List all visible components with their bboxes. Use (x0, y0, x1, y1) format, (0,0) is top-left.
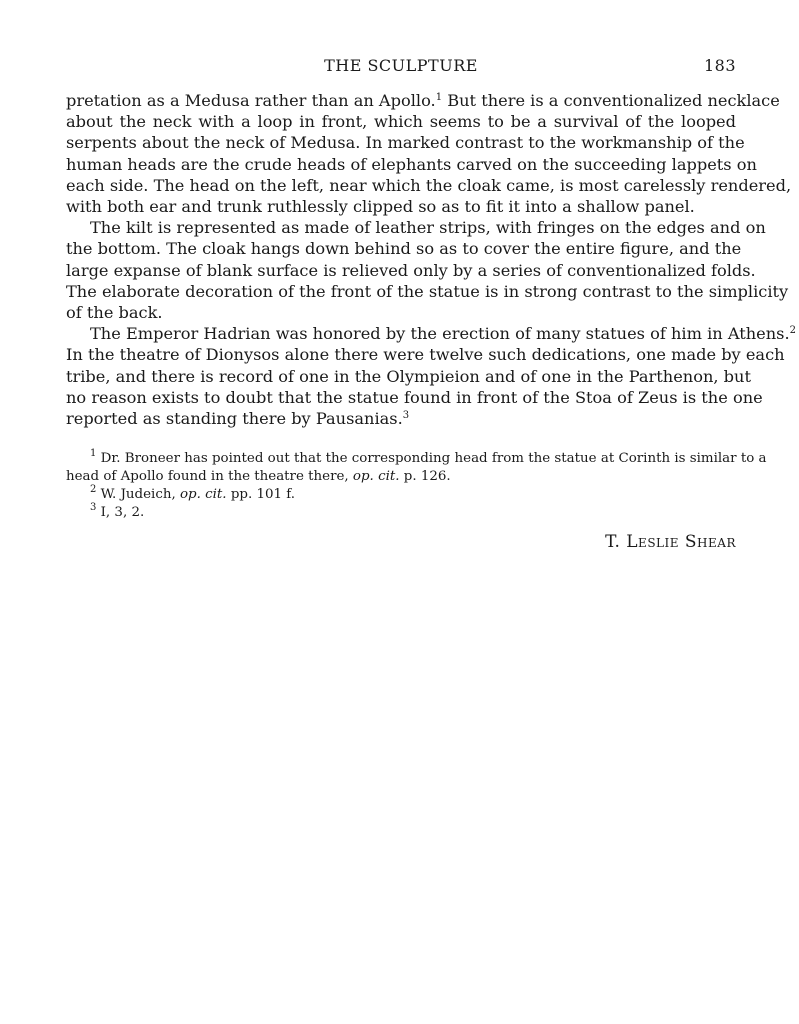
footnote-ref: 2 (789, 325, 797, 337)
footnote-marker: 1 (90, 448, 97, 459)
body-line: pretation as a Medusa rather than an Apollo.$^1$ But there is a conventionalized necklace (66, 91, 780, 110)
body-text (66, 90, 797, 429)
body-line: about the neck with a loop in front, which seems to be a survival of the looped (66, 112, 736, 132)
footnote-1-cont: head of Apollo found in the theatre there, op. cit. p. 126. (66, 469, 451, 484)
author-signature: T. Leslie Shear (605, 532, 736, 552)
running-header (66, 56, 736, 80)
body-line: The Emperor Hadrian was honored by the erection of many statues of him in Athens.$^2$ (90, 324, 797, 344)
body-line: large expanse of blank surface is relieved only by a series of conventionalized folds. (66, 260, 756, 280)
footnote-marker: 3 (90, 502, 97, 513)
body-line: reported as standing there by Pausanias.$^3$ (66, 409, 410, 429)
body-line: the bottom. The cloak hangs down behind so as to cover the entire figure, and the (66, 239, 742, 259)
footnote-ref: 3 (402, 410, 410, 422)
body-line: of the back. (66, 303, 163, 323)
footnote-1: $^1$ Dr. Broneer has pointed out that the corresponding head from the statue at Corinth is similar to a (90, 448, 767, 466)
body-line: The kilt is represented as made of leather strips, with fringes on the edges and on (90, 218, 766, 238)
body-line: no reason exists to doubt that the statue found in front of the Stoa of Zeus is the one (66, 387, 763, 407)
body-line: In the theatre of Dionysos alone there were twelve such dedications, one made by each (66, 345, 785, 365)
footnote-ref: 1 (435, 92, 443, 103)
body-line: serpents about the neck of Medusa. In marked contrast to the workmanship of the (66, 133, 745, 153)
footnote-marker: 2 (90, 484, 97, 495)
footnote-3: $^3$ I, 3, 2. (90, 502, 145, 520)
running-title: THE SCULPTURE (324, 56, 478, 75)
body-line: human heads are the crude heads of elephants carved on the succeeding lappets on (66, 154, 757, 174)
footnote-2: $^2$ W. Judeich, op. cit. pp. 101 f. (90, 484, 296, 502)
page-number: 183 (703, 56, 736, 75)
body-line: The elaborate decoration of the front of the statue is in strong contrast to the simplicity (66, 281, 789, 301)
footnotes (66, 448, 767, 522)
body-line: tribe, and there is record of one in the Olympieion and of one in the Parthenon, but (66, 366, 751, 386)
body-line: each side. The head on the left, near which the cloak came, is most carelessly rendered, (66, 175, 792, 195)
body-line: with both ear and trunk ruthlessly clipped so as to fit it into a shallow panel. (66, 197, 695, 217)
